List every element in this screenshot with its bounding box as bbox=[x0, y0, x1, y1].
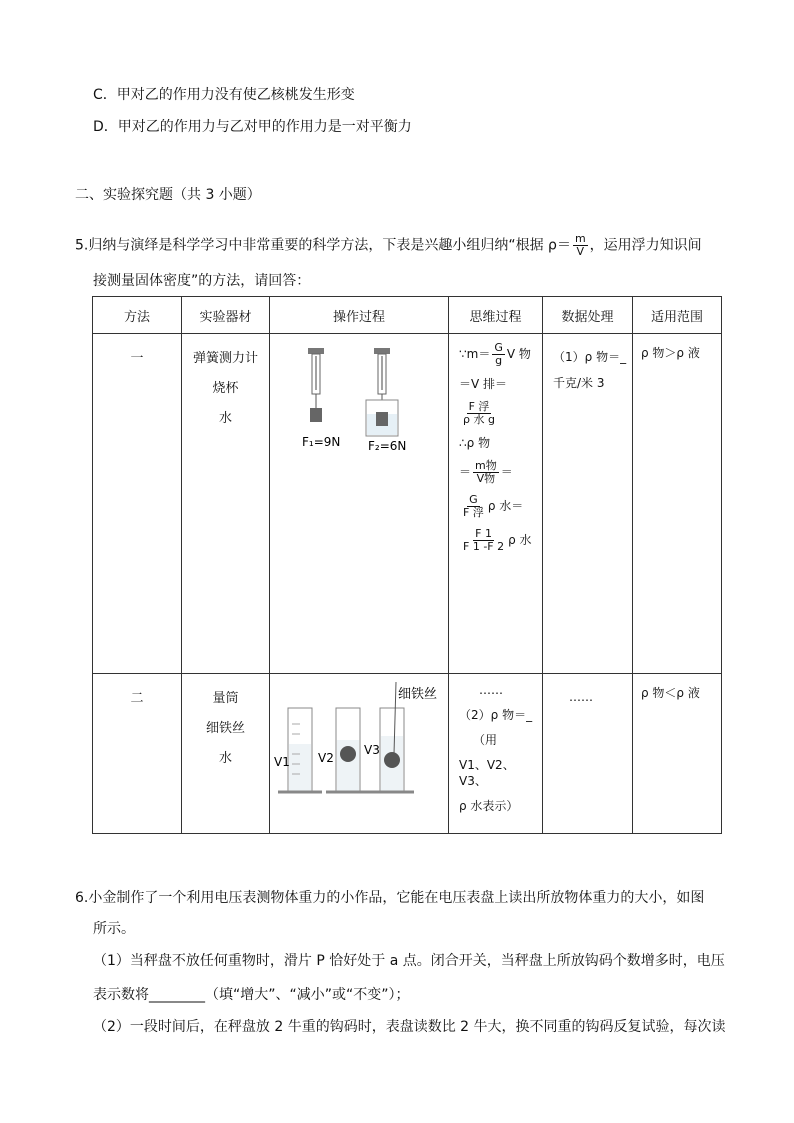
method-two: 二 bbox=[93, 674, 182, 834]
think-line: …… bbox=[479, 683, 503, 697]
equipment-item: 弹簧测力计 bbox=[192, 351, 258, 366]
range-one: ρ 物＞ρ 液 bbox=[633, 334, 722, 674]
equipment-one bbox=[182, 334, 270, 674]
data-two: …… bbox=[543, 674, 633, 834]
data-line: 千克/米 3 bbox=[553, 376, 605, 390]
frac-num: m物 bbox=[475, 459, 497, 472]
frac-num: G bbox=[469, 493, 478, 506]
header-equipment: 实验器材 bbox=[182, 297, 270, 334]
equipment-item: 水 bbox=[218, 411, 232, 426]
frac-den: F 浮 bbox=[463, 506, 484, 519]
thinking-one bbox=[449, 334, 543, 674]
q6-line1: 6.小金制作了一个利用电压表测物体重力的小作品，它能在电压表盘上读出所放物体重力的大小，如图 bbox=[75, 890, 705, 906]
procedure-one bbox=[270, 334, 449, 674]
header-range: 适用范围 bbox=[633, 297, 722, 334]
graduated-cylinder-diagram bbox=[270, 674, 448, 804]
header-method: 方法 bbox=[93, 297, 182, 334]
experiment-table bbox=[92, 296, 722, 834]
think-line: V1、V2、V3、 bbox=[459, 758, 515, 788]
think-a-suffix: V 物 bbox=[506, 347, 531, 361]
q6-line2: 所示。 bbox=[93, 921, 135, 937]
q5-intro-line2: 接测量固体密度”的方法，请回答： bbox=[93, 273, 311, 289]
q6-line3: （1）当秤盘不放任何重物时，滑片 P 恰好处于 a 点。闭合开关，当秤盘上所放钩码个数增多时，电压 bbox=[93, 953, 725, 969]
formula-den: V bbox=[576, 245, 585, 258]
option-c: C．甲对乙的作用力没有使乙核桃发生形变 bbox=[93, 87, 355, 103]
table-header-row bbox=[93, 297, 722, 334]
think-line: （2）ρ 物＝_ bbox=[459, 708, 533, 722]
data-one bbox=[543, 334, 633, 674]
frac-den: V物 bbox=[476, 472, 496, 485]
frac-num: G bbox=[494, 341, 503, 354]
frac-num: F 浮 bbox=[468, 400, 490, 413]
range-two: ρ 物＜ρ 液 bbox=[633, 674, 722, 834]
v2-label: V2 bbox=[318, 751, 334, 765]
think-d: ∴ρ 物 bbox=[459, 436, 491, 450]
q5-intro-suffix: ，运用浮力知识间 bbox=[589, 237, 702, 254]
table-row bbox=[93, 334, 722, 674]
equipment-item: 水 bbox=[218, 751, 232, 766]
spring-scale-diagram bbox=[270, 334, 448, 474]
frac-den: ρ 水 g bbox=[463, 413, 495, 426]
q6-line5: （2）一段时间后，在秤盘放 2 牛重的钩码时，表盘读数比 2 牛大，换不同重的钩码反复试验，每次读 bbox=[93, 1019, 726, 1035]
v3-label: V3 bbox=[364, 743, 380, 757]
header-thinking: 思维过程 bbox=[449, 297, 543, 334]
density-formula bbox=[573, 233, 588, 258]
q6-line4: 表示数将________（填“增大”、“减小”或“不变”）； bbox=[93, 987, 410, 1003]
q5-intro bbox=[75, 233, 702, 258]
formula-num: m bbox=[574, 232, 586, 245]
equipment-item: 烧杯 bbox=[212, 381, 239, 396]
f1-label: F₁=9N bbox=[302, 435, 341, 449]
f2-label: F₂=6N bbox=[368, 439, 407, 453]
think-line: （用 bbox=[473, 733, 498, 747]
option-d: D．甲对乙的作用力与乙对甲的作用力是一对平衡力 bbox=[93, 119, 412, 135]
think-g-suffix: ρ 水 bbox=[508, 533, 532, 547]
frac-den: F 1 -F 2 bbox=[463, 540, 505, 553]
think-b: ＝V 排＝ bbox=[459, 377, 508, 391]
equipment-two bbox=[182, 674, 270, 834]
procedure-two bbox=[270, 674, 449, 834]
frac-den: g bbox=[495, 354, 503, 367]
v1-label: V1 bbox=[274, 755, 290, 769]
wire-label: 细铁丝 bbox=[398, 687, 438, 702]
think-e: ＝ bbox=[459, 465, 472, 479]
think-a: ∵m＝ bbox=[459, 347, 491, 361]
cylinder-1 bbox=[278, 708, 322, 792]
think-line: ρ 水表示） bbox=[459, 799, 519, 813]
equipment-item: 细铁丝 bbox=[205, 721, 245, 736]
think-f-suffix: ρ 水＝ bbox=[487, 499, 524, 513]
spring-scale-2 bbox=[366, 348, 398, 436]
spring-scale-1 bbox=[308, 348, 324, 422]
think-e-suffix: ＝ bbox=[500, 465, 513, 479]
header-data: 数据处理 bbox=[543, 297, 633, 334]
frac-num: F 1 bbox=[475, 527, 492, 540]
method-one: 一 bbox=[93, 334, 182, 674]
equipment-item: 量筒 bbox=[212, 691, 239, 706]
q5-intro-prefix: 5.归纳与演绎是科学学习中非常重要的科学方法，下表是兴趣小组归纳“根据 ρ＝ bbox=[75, 237, 571, 254]
table-row bbox=[93, 674, 722, 834]
header-procedure: 操作过程 bbox=[270, 297, 449, 334]
data-line: （1）ρ 物＝_ bbox=[553, 350, 627, 364]
section-title: 二、实验探究题（共 3 小题） bbox=[75, 187, 261, 203]
thinking-two bbox=[449, 674, 543, 834]
